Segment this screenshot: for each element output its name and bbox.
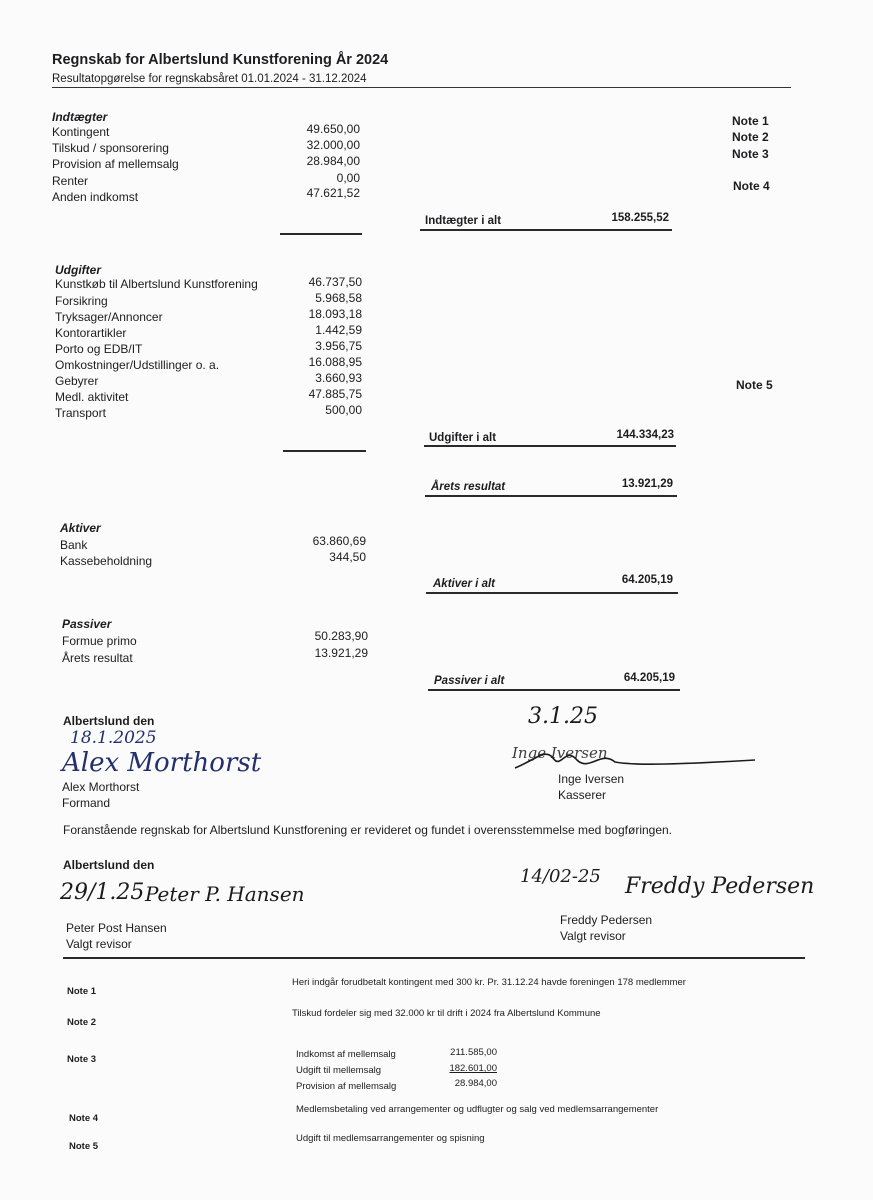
auditor1-date: 29/1.25 <box>60 880 145 905</box>
board-date-right: 3.1.25 <box>528 704 598 729</box>
result-rule <box>425 495 677 497</box>
expense-amount-porto: 3.956,75 <box>315 339 362 353</box>
income-total-rule <box>420 229 672 231</box>
expenses-heading: Udgifter <box>55 263 101 277</box>
chair-name: Alex Morthorst <box>62 780 140 794</box>
income-amount-kontingent: 49.650,00 <box>306 122 360 136</box>
footnote-3-row-3-amount: 28.984,00 <box>454 1078 497 1089</box>
footnote-4-label: Note 4 <box>69 1113 99 1124</box>
income-heading: Indtægter <box>52 110 108 124</box>
note-marker-1: Note 1 <box>732 114 769 128</box>
result-label: Årets resultat <box>431 481 506 493</box>
assets-total-amount: 64.205,19 <box>621 574 673 586</box>
income-label-anden: Anden indkomst <box>52 190 139 204</box>
asset-amount-bank: 63.860,69 <box>312 534 366 548</box>
treasurer-name: Inge Iversen <box>558 772 625 786</box>
auditor2-name: Freddy Pedersen <box>560 913 653 927</box>
note-marker-4: Note 4 <box>733 179 770 193</box>
audit-place: Albertslund den <box>63 858 155 872</box>
expense-label-gebyrer: Gebyrer <box>55 374 99 388</box>
footnote-1-label: Note 1 <box>67 986 97 997</box>
assets-total-label: Aktiver i alt <box>433 578 495 590</box>
footnote-3-row-1-amount: 211.585,00 <box>450 1047 497 1058</box>
expense-amount-kontorartikler: 1.442,59 <box>315 323 362 337</box>
expense-label-transport: Transport <box>55 406 106 420</box>
assets-total-rule <box>426 592 678 594</box>
footnotes-divider <box>63 957 805 959</box>
expense-label-kontorartikler: Kontorartikler <box>55 326 127 340</box>
income-label-renter: Renter <box>52 174 89 188</box>
income-amount-provision: 28.984,00 <box>306 154 360 168</box>
expense-label-omkostninger: Omkostninger/Udstillinger o. a. <box>55 358 220 372</box>
footnote-1-text: Heri indgår forudbetalt kontingent med 300 kr. Pr. 31.12.24 havde foreningen 178 medlemmer <box>292 977 686 988</box>
income-label-provision: Provision af mellemsalg <box>52 157 179 171</box>
income-total-label: Indtægter i alt <box>425 215 502 227</box>
expense-amount-medl-aktivitet: 47.885,75 <box>308 387 362 401</box>
chair-signature: Alex Morthorst <box>62 748 262 778</box>
audit-declaration: Foranstående regnskab for Albertslund Kunstforening er revideret og fundet i overensstemmelse med bogføringen. <box>63 823 673 837</box>
expense-label-forsikring: Forsikring <box>55 294 108 308</box>
liability-label-formue: Formue primo <box>62 634 137 648</box>
footnote-5-text: Udgift til medlemsarrangementer og spisning <box>296 1133 485 1144</box>
document-title: Regnskab for Albertslund Kunstforening År 2024 <box>52 52 389 68</box>
expense-amount-forsikring: 5.968,58 <box>315 291 362 305</box>
liabilities-total-rule <box>428 689 680 691</box>
footnote-3-label: Note 3 <box>67 1054 97 1065</box>
income-label-tilskud: Tilskud / sponsorering <box>52 141 169 155</box>
footnote-4-text: Medlemsbetaling ved arrangementer og udflugter og salg ved medlemsarrangementer <box>296 1104 659 1115</box>
expenses-total-amount: 144.334,23 <box>616 429 674 441</box>
liability-amount-resultat: 13.921,29 <box>314 646 368 660</box>
expense-amount-omkostninger: 16.088,95 <box>308 355 362 369</box>
expenses-total-rule <box>424 445 676 447</box>
income-amount-anden: 47.621,52 <box>306 186 360 200</box>
liabilities-total-amount: 64.205,19 <box>623 672 675 684</box>
expense-amount-kunstkob: 46.737,50 <box>308 275 362 289</box>
note-marker-2: Note 2 <box>732 130 769 144</box>
expense-amount-transport: 500,00 <box>325 403 362 417</box>
expense-amount-tryksager: 18.093,18 <box>308 307 362 321</box>
auditor2-date: 14/02-25 <box>520 866 601 887</box>
auditor1-name: Peter Post Hansen <box>66 921 167 935</box>
expense-label-kunstkob: Kunstkøb til Albertslund Kunstforening <box>55 277 258 291</box>
footnote-3-row-1-label: Indkomst af mellemsalg <box>296 1049 396 1060</box>
liability-label-resultat: Årets resultat <box>62 651 133 665</box>
footnote-5-label: Note 5 <box>69 1141 99 1152</box>
auditor2-role: Valgt revisor <box>560 929 626 943</box>
footnote-2-label: Note 2 <box>67 1017 97 1028</box>
asset-label-kasse: Kassebeholdning <box>60 554 153 568</box>
asset-label-bank: Bank <box>60 538 88 552</box>
treasurer-signature: Inge Iversen <box>512 744 608 762</box>
liabilities-heading: Passiver <box>62 617 112 631</box>
title-rule <box>52 87 791 88</box>
board-date-left: 18.1.2025 <box>70 728 157 748</box>
income-sum-rule <box>280 233 362 235</box>
assets-heading: Aktiver <box>60 521 101 535</box>
income-amount-renter: 0,00 <box>336 171 360 185</box>
note-marker-3: Note 3 <box>732 147 769 161</box>
treasurer-signature-stroke <box>505 740 765 780</box>
document-subtitle: Resultatopgørelse for regnskabsåret 01.01.2024 - 31.12.2024 <box>52 73 367 85</box>
footnote-2-text: Tilskud fordeler sig med 32.000 kr til drift i 2024 fra Albertslund Kommune <box>292 1008 601 1019</box>
auditor2-signature: Freddy Pedersen <box>625 874 815 899</box>
asset-amount-kasse: 344,50 <box>329 550 366 564</box>
liability-amount-formue: 50.283,90 <box>314 629 368 643</box>
income-label-kontingent: Kontingent <box>52 125 110 139</box>
expense-amount-gebyrer: 3.660,93 <box>315 371 362 385</box>
expenses-total-label: Udgifter i alt <box>429 432 497 444</box>
expense-label-medl-aktivitet: Medl. aktivitet <box>55 390 129 404</box>
liabilities-total-label: Passiver i alt <box>434 675 505 687</box>
footnote-3-row-2-label: Udgift til mellemsalg <box>296 1065 381 1076</box>
note-marker-5: Note 5 <box>736 378 773 392</box>
expense-label-tryksager: Tryksager/Annoncer <box>55 310 163 324</box>
expenses-sum-rule <box>283 450 366 452</box>
auditor1-signature: Peter P. Hansen <box>145 882 305 906</box>
footnote-3-row-2-amount: 182.601,00 <box>449 1063 497 1074</box>
income-total-amount: 158.255,52 <box>611 212 669 224</box>
auditor1-role: Valgt revisor <box>66 937 132 951</box>
board-place: Albertslund den <box>63 714 155 728</box>
expense-label-porto: Porto og EDB/IT <box>55 342 143 356</box>
treasurer-role: Kasserer <box>558 788 607 802</box>
income-amount-tilskud: 32.000,00 <box>306 138 360 152</box>
result-amount: 13.921,29 <box>621 478 673 490</box>
chair-role: Formand <box>62 796 111 810</box>
footnote-3-row-3-label: Provision af mellemsalg <box>296 1081 397 1092</box>
